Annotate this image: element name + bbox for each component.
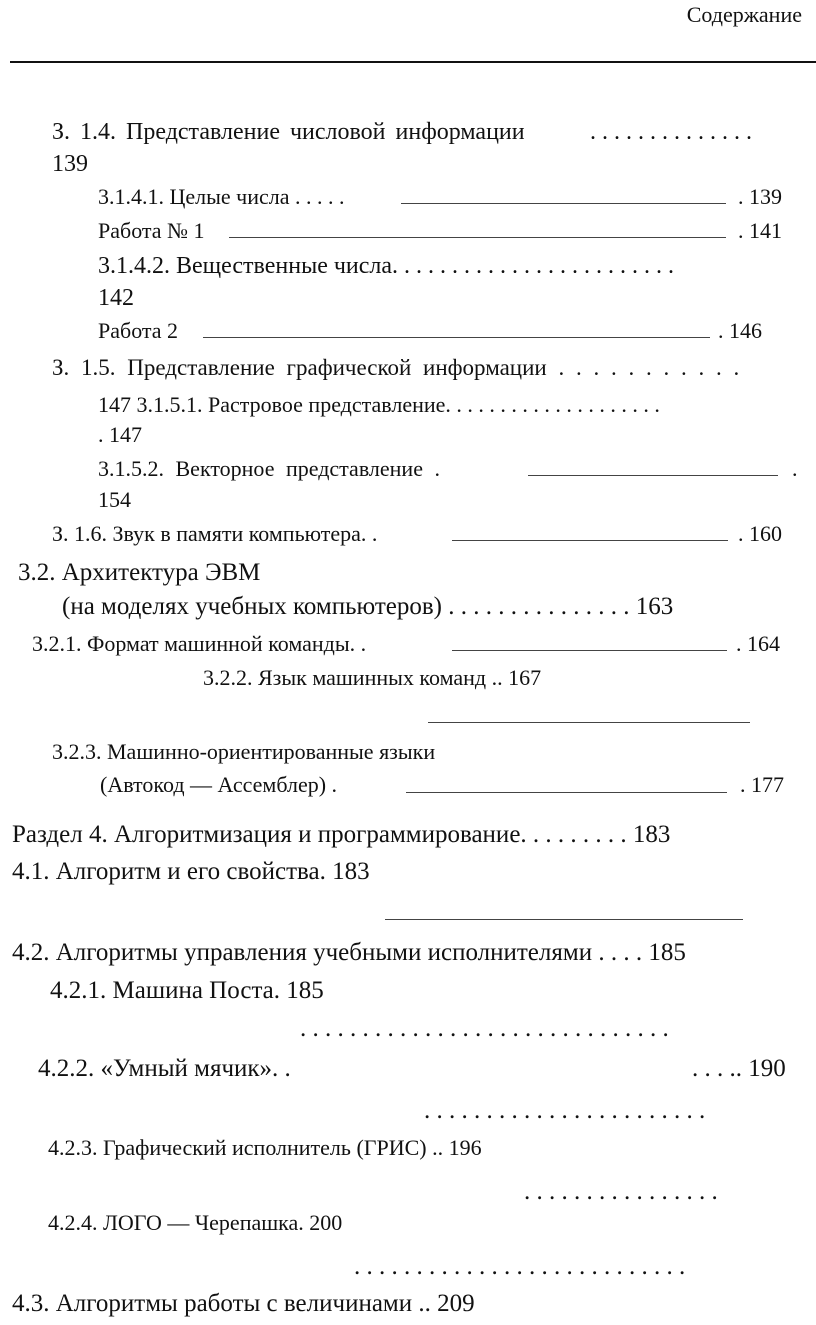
toc-entry-3-1-5-2-title: 3.1.5.2. Векторное представление . xyxy=(98,456,440,481)
toc-entry-4-1-title: 4.1. Алгоритм и его свойства. 183 xyxy=(12,858,370,885)
toc-entry-3-1-6-title: З. 1.6. Звук в памяти компьютера. . xyxy=(52,521,378,546)
toc-entry-3-1-4-2-page: 142 xyxy=(98,285,134,311)
toc-entry-3-1-5-2-page: 154 xyxy=(98,487,131,512)
header-rule xyxy=(10,61,816,63)
toc-entry-3-2-3-page: . 177 xyxy=(740,772,784,797)
leader-line xyxy=(203,337,710,338)
toc-entry-3-2-3-subtitle: (Автокод — Ассемблер) . xyxy=(100,772,338,797)
toc-entry-3-1-4-dots: . . . . . . . . . . . . . . xyxy=(590,119,752,145)
toc-entry-4-2-1-dots: . . . . . . . . . . . . . . . . . . . . . . . . . . . . . . xyxy=(300,1015,669,1042)
toc-entry-work-2-title: Работа 2 xyxy=(98,318,179,343)
toc-entry-4-2-3-dots: . . . . . . . . . . . . . . . . xyxy=(524,1178,718,1205)
leader-line xyxy=(428,722,750,723)
toc-entry-3-2-1-title: 3.2.1. Формат машинной команды. . xyxy=(32,631,367,656)
leader-line xyxy=(385,919,743,920)
running-header: Содержание xyxy=(686,2,802,27)
toc-entry-section-4-title: Раздел 4. Алгоритмизация и программирование. . . . . . . . . 183 xyxy=(12,821,671,848)
toc-entry-work-2-page: . 146 xyxy=(718,318,762,343)
toc-entry-3-1-4-1-title: 3.1.4.1. Целые числа . . . . . xyxy=(98,184,345,209)
toc-entry-3-2-2-title: 3.2.2. Язык машинных команд .. 167 xyxy=(203,665,542,690)
toc-entry-3-1-6-page: . 160 xyxy=(738,521,782,546)
toc-entry-3-2-subtitle: (на моделях учебных компьютеров) . . . . . . . . . . . . . . . 163 xyxy=(62,593,674,620)
toc-entry-3-2-3-title: 3.2.3. Машинно-ориентированные языки xyxy=(52,739,436,764)
leader-line xyxy=(452,650,727,651)
toc-entry-3-2-1-page: . 164 xyxy=(736,631,780,656)
toc-entry-4-2-4-dots: . . . . . . . . . . . . . . . . . . . . . . . . . . . xyxy=(354,1253,686,1280)
toc-entry-work-1-page: . 141 xyxy=(738,218,782,243)
toc-entry-3-1-5-1-page: . 147 xyxy=(98,422,142,447)
toc-entry-work-1-title: Работа № 1 xyxy=(98,218,205,243)
toc-entry-4-2-3-title: 4.2.3. Графический исполнитель (ГРИС) .. 196 xyxy=(48,1135,482,1160)
leader-line xyxy=(452,540,728,541)
toc-entry-3-1-4-1-page: . 139 xyxy=(738,184,782,209)
toc-entry-4-2-2-page: . . . .. 190 xyxy=(692,1055,786,1082)
toc-entry-3-2-title: 3.2. Архитектура ЭВМ xyxy=(18,559,261,586)
toc-entry-4-3-title: 4.3. Алгоритмы работы с величинами .. 209 xyxy=(12,1290,475,1317)
toc-entry-3-1-4-title: З. 1.4. Представление числовой информации xyxy=(52,119,525,145)
toc-entry-4-2-2-title: 4.2.2. «Умный мячик». . xyxy=(38,1055,291,1082)
leader-line xyxy=(401,203,726,204)
leader-line xyxy=(229,237,726,238)
toc-entry-3-1-4-2-title: 3.1.4.2. Вещественные числа. . . . . . . . . . . . . . . . . . . . . . . . xyxy=(98,253,675,279)
toc-entry-4-2-2-dots: . . . . . . . . . . . . . . . . . . . . . . . xyxy=(424,1097,706,1124)
toc-entry-3-1-5-2-dot: . xyxy=(792,456,798,481)
leader-line xyxy=(528,475,778,476)
toc-entry-4-2-4-title: 4.2.4. ЛОГО — Черепашка. 200 xyxy=(48,1210,343,1235)
toc-entry-4-2-1-title: 4.2.1. Машина Поста. 185 xyxy=(50,977,324,1004)
toc-entry-3-1-5-title: З. 1.5. Представление графической информации . . . . . . . . . . . xyxy=(52,355,740,380)
toc-entry-3-1-5-1-title: 147 3.1.5.1. Растровое представление. . . . . . . . . . . . . . . . . . . . xyxy=(98,392,660,417)
toc-entry-4-2-title: 4.2. Алгоритмы управления учебными исполнителями . . . . 185 xyxy=(12,939,686,966)
leader-line xyxy=(406,792,727,793)
toc-entry-3-1-4-page: 139 xyxy=(52,151,88,177)
